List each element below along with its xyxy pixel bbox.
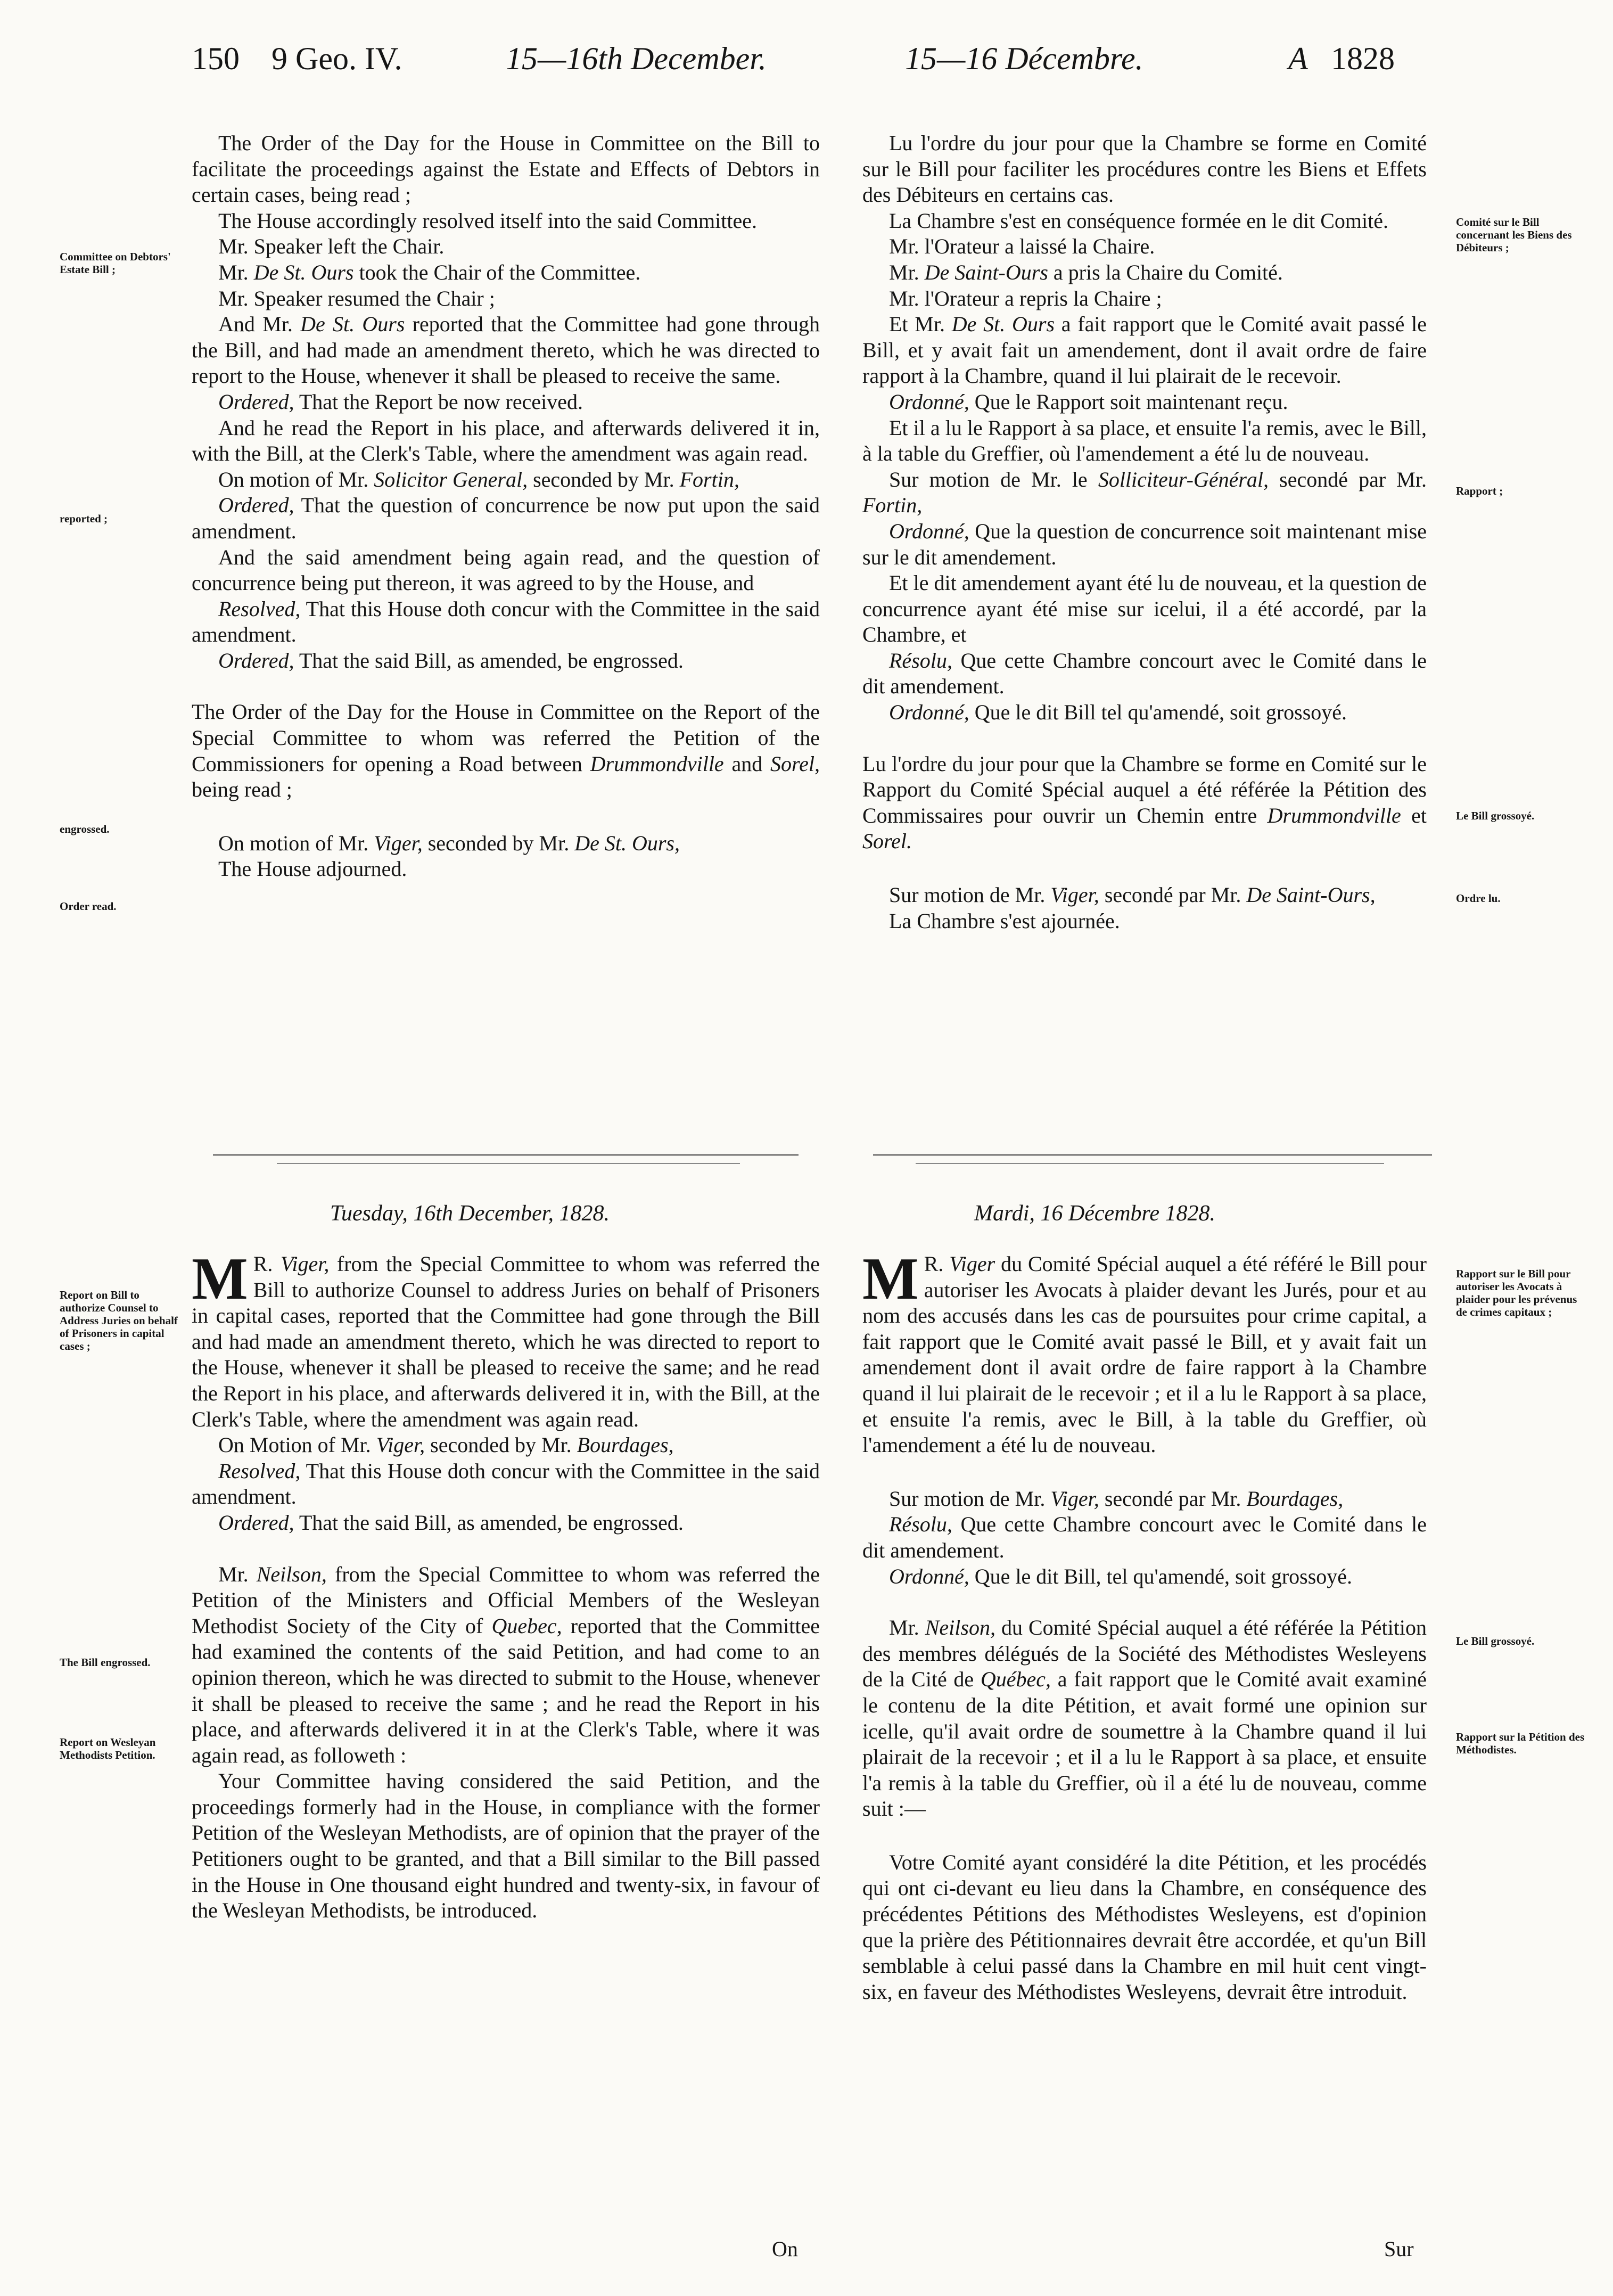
reign-label: 9 Geo. IV. — [271, 41, 402, 76]
header-date-en: 15—16th December. — [506, 41, 767, 76]
margin-note-right: Le Bill grossoyé. — [1456, 1635, 1535, 1647]
section-divider-en-thin — [277, 1163, 740, 1164]
margin-note-left: engrossed. — [60, 823, 110, 835]
margin-note-left: Report on Bill to authorize Counsel to Address Juries on behalf of Prisoners in capital cases ; — [60, 1289, 178, 1352]
margin-note-right: Rapport sur le Bill pour autoriser les Avocats à plaider pour les prévenus de crimes capitaux ; — [1456, 1267, 1577, 1318]
margin-note-left: The Bill engrossed. — [60, 1656, 151, 1669]
paragraph: La Chambre s'est ajournée. — [889, 908, 1120, 933]
paragraph: Mr. De Saint-Ours a pris la Chaire du Comité. — [889, 260, 1283, 284]
paragraph: M R. Viger du Comité Spécial auquel a été référé le Bill pour autoriser les Avocats à plaider devant les Jurés, pour et au nom des accusés dans les cas de poursuites pour crime capital, a fait rapport que le Comité avait passé le Bill, et y avait fait un amendement dont il avait ordre de faire rapport à la Chambre quand il lui plairait de le recevoir ; et il a lu le Rapport à sa place, et ensuite l'a remis, avec le Bill, à la table du Greffier, où l'amendement a été lu de nouveau. — [862, 1246, 1427, 1457]
paragraph: Sur motion de Mr. Viger, secondé par Mr. Bourdages, — [889, 1486, 1344, 1511]
french-column-bottom — [862, 1246, 1427, 2005]
margin-note-right: Comité sur le Bill concernant les Biens des Débiteurs ; — [1456, 216, 1572, 254]
margin-note-left: reported ; — [60, 512, 108, 525]
paragraph: Resolved, That this House doth concur with the Committee in the said amendment. — [192, 1458, 820, 1509]
paragraph: Mr. Neilson, du Comité Spécial auquel a été référée la Pétition des membres délégués de la Société des Méthodistes Wesleyens de la Cité de Québec, a fait rapport que le Comité avait examiné le contenu de la dite Pétition, et avait formé une opinion sur icelle, qu'il avait ordre de soumettre à la Chambre quand il lui plairait de la recevoir ; et il a lu le Rapport à sa place, et ensuite l'a remis à la table du Greffier, où il a été lu de nouveau, comme suit :— — [862, 1616, 1427, 1821]
paragraph: The Order of the Day for the House in Committee on the Report of the Special Committee to whom was referred the Petition of the Commissioners for opening a Road between Drummondville and Sorel, being read ; — [192, 700, 820, 802]
date-heading-en: Tuesday, 16th December, 1828. — [330, 1201, 610, 1226]
paragraph: Ordonné, Que le dit Bill tel qu'amendé, soit grossoyé. — [889, 700, 1347, 725]
paragraph: Mr. De St. Ours took the Chair of the Committee. — [218, 260, 641, 284]
catchword-en: On — [772, 2237, 798, 2261]
paragraph: The Order of the Day for the House in Committee on the Bill to facilitate the proceedings against the Estate and Effects of Debtors in certain cases, being read ; — [192, 131, 820, 207]
section-divider-fr-thin — [916, 1163, 1384, 1164]
paragraph: Lu l'ordre du jour pour que la Chambre se forme en Comité sur le Rapport du Comité Spécial auquel a été référée la Pétition des Commissaires pour ouvrir un Chemin entre Drummondville et Sorel. — [862, 751, 1427, 854]
section-divider-fr — [873, 1154, 1432, 1156]
margin-note-right: Ordre lu. — [1456, 892, 1501, 905]
page-number: 150 — [192, 41, 240, 76]
english-column-bottom — [192, 1246, 820, 1924]
paragraph: Ordonné, Que le dit Bill, tel qu'amendé, soit grossoyé. — [889, 1564, 1353, 1588]
paragraph: And he read the Report in his place, and afterwards delivered it in, with the Bill, at the Clerk's Table, where the amendment was again read. — [192, 415, 820, 466]
paragraph: The House adjourned. — [218, 857, 407, 881]
paragraph: Et le dit amendement ayant été lu de nouveau, et la question de concurrence ayant été mise sur icelui, il a été accordé, par la Chambre, et — [862, 571, 1427, 647]
paragraph: Ordonné, Que le Rapport soit maintenant reçu. — [889, 389, 1288, 414]
paragraph: Ordered, That the question of concurrence be now put upon the said amendment. — [192, 493, 820, 543]
paragraph: Résolu, Que cette Chambre concourt avec le Comité dans le dit amendement. — [862, 1512, 1427, 1562]
paragraph: And the said amendment being again read, and the question of concurrence being put thereon, it was agreed to by the House, and — [192, 545, 820, 595]
paragraph: Ordered, That the said Bill, as amended, be engrossed. — [218, 1510, 684, 1535]
paragraph: Votre Comité ayant considéré la dite Pétition, et les procédés qui ont ci-devant eu lieu dans la Chambre, en conséquence des précédentes Pétitions des Méthodistes Wesleyens, est d'opinion que la prière des Pétitionnaires devrait être accordée, et qu'un Bill semblable à celui passé dans la Chambre en mil huit cent vingt-six, en faveur des Méthodistes Wesleyens, devrait être introduit. — [862, 1850, 1427, 2004]
french-column-top — [862, 130, 1427, 934]
catchword-fr: Sur — [1384, 2237, 1414, 2261]
paragraph: Ordonné, Que la question de concurrence soit maintenant mise sur le dit amendement. — [862, 519, 1427, 569]
drop-cap: M — [862, 1246, 919, 1312]
margin-note-right: Rapport ; — [1456, 485, 1503, 497]
paragraph: M R. Viger, from the Special Committee to whom was referred the Bill to authorize Counsel to address Juries on behalf of Prisoners in capital cases, reported that the Committee had gone through the Bill and had made an amendment thereto, which he was directed to report to the House, whenever it shall be pleased to receive the same; and he read the Report in his place, and afterwards delivered it in, with the Bill, at the Clerk's Table, where the amendment was again read. — [192, 1246, 820, 1431]
paragraph: Mr. l'Orateur a laissé la Chaire. — [889, 234, 1155, 259]
paragraph: Sur motion de Mr. Viger, secondé par Mr. De Saint-Ours, — [889, 883, 1376, 907]
paragraph: Et Mr. De St. Ours a fait rapport que le Comité avait passé le Bill, et y avait fait un amendement, dont il avait ordre de faire rapport à la Chambre, quand il lui plairait de le recevoir. — [862, 312, 1427, 388]
paragraph: On motion of Mr. Viger, seconded by Mr. De St. Ours, — [218, 831, 680, 855]
paragraph: The House accordingly resolved itself into the said Committee. — [218, 208, 757, 233]
paragraph: Lu l'ordre du jour pour que la Chambre se forme en Comité sur le Bill pour faciliter les procédures contre les Biens et Effets des Débiteurs en certains cas. — [862, 131, 1427, 207]
section-divider-en — [213, 1154, 799, 1156]
header-date-fr: 15—16 Décembre. — [905, 41, 1143, 76]
paragraph: Mr. Speaker resumed the Chair ; — [218, 286, 495, 310]
paragraph: Your Committee having considered the said Petition, and the proceedings formerly had in the House, in compliance with the former Petition of the Wesleyan Methodists, are of opinion that the prayer of the Petitioners ought to be granted, and that a Bill similar to the Bill passed in the House in One thousand eight hundred and twenty-six, in favour of the Wesleyan Methodists, be introduced. — [192, 1769, 820, 1923]
paragraph: Mr. l'Orateur a repris la Chaire ; — [889, 286, 1162, 310]
paragraph: Résolu, Que cette Chambre concourt avec le Comité dans le dit amendement. — [862, 648, 1427, 699]
paragraph: On motion of Mr. Solicitor General, seconded by Mr. Fortin, — [218, 467, 739, 491]
paragraph: Et il a lu le Rapport à sa place, et ensuite l'a remis, avec le Bill, à la table du Greffier, où l'amendement a été lu de nouveau. — [862, 415, 1427, 466]
date-heading-fr: Mardi, 16 Décembre 1828. — [974, 1201, 1215, 1226]
margin-note-left: Committee on Debtors' Estate Bill ; — [60, 250, 171, 276]
paragraph: Mr. Speaker left the Chair. — [218, 234, 445, 259]
paragraph: On Motion of Mr. Viger, seconded by Mr. Bourdages, — [218, 1433, 674, 1457]
margin-note-left: Report on Wesleyan Methodists Petition. — [60, 1736, 156, 1761]
drop-cap: M — [192, 1246, 248, 1312]
paragraph: Mr. Neilson, from the Special Committee to whom was referred the Petition of the Ministers and Official Members of the Wesleyan Methodist Society of the City of Quebec, reported that the Committee had examined the contents of the said Petition, and had come to an opinion thereon, which he was directed to submit to the House, whenever it shall be pleased to receive the same ; and he read the Report in his place, and afterwards delivered it in at the Clerk's Table, where it was again read, as followeth : — [192, 1562, 820, 1767]
header-letter: A — [1288, 41, 1308, 76]
paragraph: Ordered, That the said Bill, as amended, be engrossed. — [218, 648, 684, 673]
margin-note-right: Le Bill grossoyé. — [1456, 809, 1535, 822]
paragraph: Resolved, That this House doth concur with the Committee in the said amendment. — [192, 596, 820, 647]
paragraph: Sur motion de Mr. le Solliciteur-Général, secondé par Mr. Fortin, — [862, 467, 1427, 518]
margin-note-left: Order read. — [60, 900, 117, 913]
margin-note-right: Rapport sur la Pétition des Méthodistes. — [1456, 1731, 1585, 1756]
english-column-top — [192, 130, 820, 882]
paragraph: La Chambre s'est en conséquence formée en le dit Comité. — [889, 208, 1388, 233]
header-year: 1828 — [1331, 41, 1395, 76]
paragraph: And Mr. De St. Ours reported that the Committee had gone through the Bill, and had made an amendment thereto, which he was directed to report to the House, whenever it shall be pleased to receive the same. — [192, 312, 820, 388]
paragraph: Ordered, That the Report be now received. — [218, 389, 583, 414]
